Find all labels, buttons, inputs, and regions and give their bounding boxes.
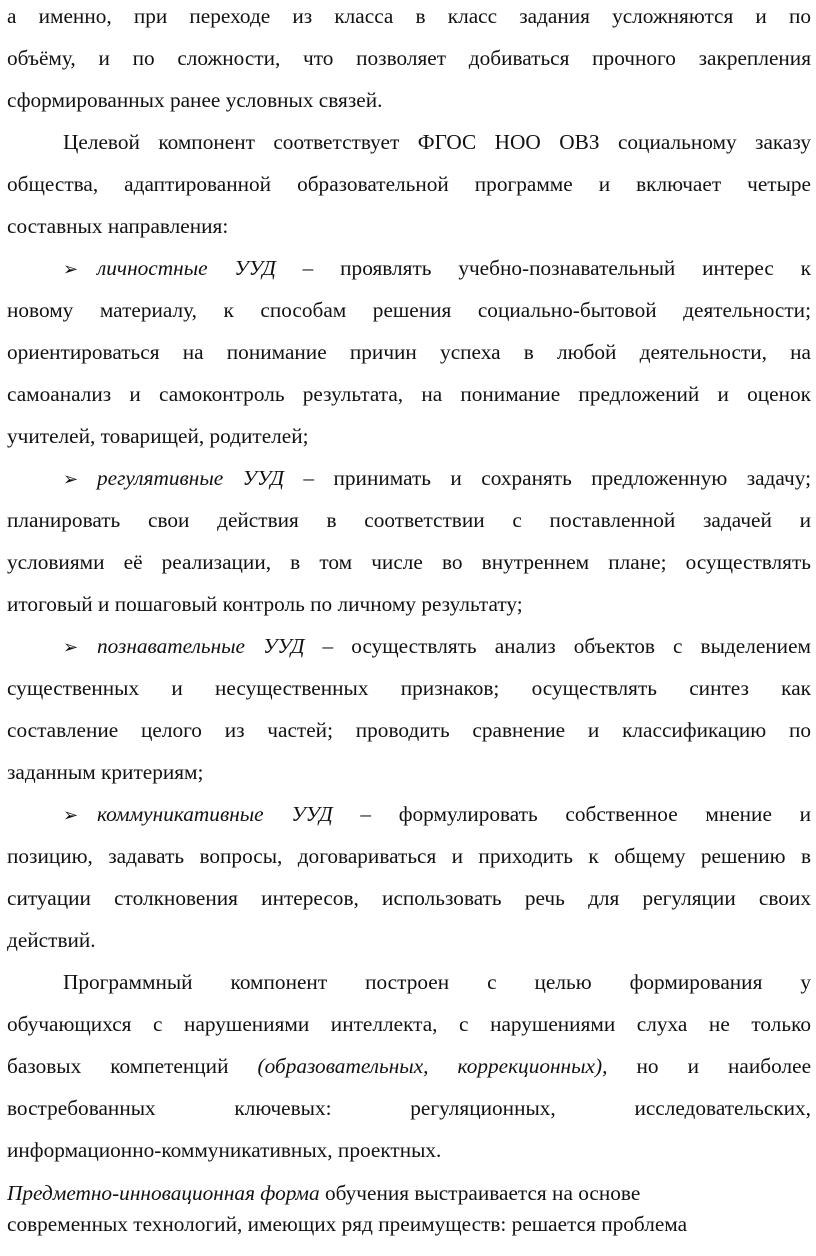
text-line: действий. bbox=[7, 928, 96, 952]
text-line: объёму, и по сложности, что позволяет добиваться прочного закрепления bbox=[7, 46, 811, 70]
text-line: существенных и несущественных признаков; осуществлять синтез как bbox=[7, 676, 811, 700]
text-line: ориентироваться на понимание причин успеха в любой деятельности, на bbox=[7, 340, 811, 364]
bullet-term: познавательные УУД bbox=[97, 634, 305, 658]
bullet-term: личностные УУД bbox=[97, 256, 276, 280]
bullet-text: – осуществлять анализ объектов с выделением bbox=[322, 634, 812, 658]
arrowhead-bullet-icon: ➢ bbox=[63, 637, 79, 657]
text-line: итоговый и пошаговый контроль по личному результату; bbox=[7, 592, 523, 616]
text-line: планировать свои действия в соответствии с поставленной задачей и bbox=[7, 508, 811, 532]
text-line: ситуации столкновения интересов, использовать речь для регуляции своих bbox=[7, 886, 811, 910]
text-line: Программный компонент построен с целью формирования у bbox=[63, 970, 811, 994]
list-item bbox=[63, 636, 811, 657]
bullet-text: – принимать и сохранять предложенную задачу; bbox=[303, 466, 811, 490]
list-item bbox=[63, 258, 811, 279]
bullet-term: регулятивные УУД bbox=[97, 466, 284, 490]
text-line: востребованных ключевых: регуляционных, исследовательских, bbox=[7, 1096, 811, 1120]
text-line: обучающихся с нарушениями интеллекта, с нарушениями слуха не только bbox=[7, 1012, 811, 1036]
text-line: общества, адаптированной образовательной программе и включает четыре bbox=[7, 172, 811, 196]
text-line: базовых компетенций (образовательных, коррекционных), но и наиболее bbox=[7, 1054, 812, 1078]
text-line: учителей, товарищей, родителей; bbox=[7, 424, 309, 448]
text-line: сформированных ранее условных связей. bbox=[7, 88, 383, 112]
text-line: Предметно-инновационная форма обучения выстраивается на основе bbox=[7, 1181, 641, 1205]
text-line: а именно, при переходе из класса в класс задания усложняются и по bbox=[7, 4, 811, 28]
list-item bbox=[63, 468, 811, 489]
text-line: информационно-коммуникативных, проектных. bbox=[7, 1138, 442, 1162]
text-line: составление целого из частей; проводить сравнение и классификацию по bbox=[7, 718, 811, 742]
text-line: современных технологий, имеющих ряд преимуществ: решается проблема bbox=[7, 1212, 688, 1236]
arrowhead-bullet-icon: ➢ bbox=[63, 259, 79, 279]
italic-emphasis: Предметно-инновационная форма bbox=[7, 1181, 320, 1205]
arrowhead-bullet-icon: ➢ bbox=[63, 805, 79, 825]
text-line: заданным критериям; bbox=[7, 760, 204, 784]
bullet-text: – проявлять учебно-познавательный интерес к bbox=[302, 256, 811, 280]
text-line: позицию, задавать вопросы, договариваться и приходить к общему решению в bbox=[7, 844, 811, 868]
text-line: новому материалу, к способам решения социально-бытовой деятельности; bbox=[7, 298, 811, 322]
text-line: самоанализ и самоконтроль результата, на понимание предложений и оценок bbox=[7, 382, 811, 406]
text-line: Целевой компонент соответствует ФГОС НОО ОВЗ социальному заказу bbox=[63, 130, 811, 154]
text-line: условиями её реализации, в том числе во внутреннем плане; осуществлять bbox=[7, 550, 811, 574]
list-item bbox=[63, 804, 811, 825]
text-line: составных направления: bbox=[7, 214, 229, 238]
bullet-term: коммуникативные УУД bbox=[97, 802, 333, 826]
bullet-text: – формулировать собственное мнение и bbox=[360, 802, 812, 826]
italic-emphasis: (образовательных, коррекционных), bbox=[257, 1054, 608, 1078]
arrowhead-bullet-icon: ➢ bbox=[63, 469, 79, 489]
